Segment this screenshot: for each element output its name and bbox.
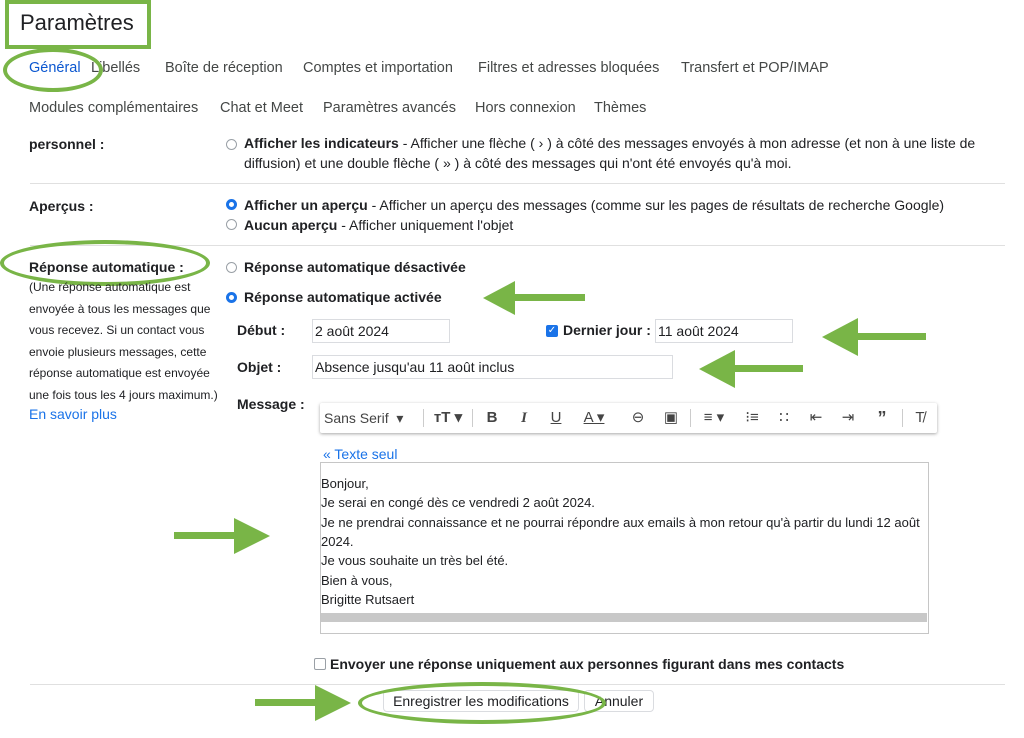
image-icon[interactable]: ▣ bbox=[663, 409, 679, 426]
italic-icon[interactable]: I bbox=[521, 410, 527, 426]
indicators-option-text: Afficher les indicateurs - Afficher une flèche ( › ) à côté des messages envoyés à mon adresse (et non à une liste de diffusion) et une double flèche ( » ) à côté des messages qui n'ont été envoyés qu'à moi. bbox=[244, 135, 976, 171]
tab-themes[interactable]: Thèmes bbox=[594, 100, 647, 116]
toolbar-divider bbox=[472, 409, 473, 427]
message-line: Bien à vous, bbox=[321, 573, 393, 588]
message-line: Bonjour, bbox=[321, 476, 369, 491]
preview-off-option: Aucun aperçu - Afficher uniquement l'objet bbox=[244, 217, 514, 233]
indent-more-icon[interactable]: ⇥ bbox=[841, 409, 855, 426]
auto-reply-on-label: Réponse automatique activée bbox=[244, 289, 442, 305]
tab-general[interactable]: Général bbox=[29, 60, 81, 76]
message-line: Je vous souhaite un très bel été. bbox=[321, 553, 509, 568]
indicators-label: personnel : bbox=[29, 136, 105, 152]
arrow-left-annotation bbox=[822, 318, 926, 356]
horizontal-scrollbar[interactable] bbox=[321, 613, 927, 622]
remove-formatting-icon[interactable]: T̸ bbox=[915, 409, 925, 426]
message-line: 2024. bbox=[321, 534, 354, 549]
font-family-select[interactable]: Sans Serif ▾ bbox=[324, 410, 404, 426]
auto-reply-off-label: Réponse automatique désactivée bbox=[244, 259, 466, 275]
tab-accounts-import[interactable]: Comptes et importation bbox=[303, 60, 453, 76]
last-day-checkbox[interactable]: ✓ bbox=[547, 325, 557, 336]
arrow-right-annotation bbox=[255, 685, 351, 721]
plain-text-link[interactable]: « Texte seul bbox=[323, 446, 398, 462]
previews-label: Aperçus : bbox=[29, 198, 94, 214]
preview-on-radio[interactable] bbox=[226, 199, 237, 210]
arrow-right-annotation bbox=[174, 518, 270, 554]
page-title: Paramètres bbox=[20, 10, 134, 35]
toolbar-divider bbox=[902, 409, 903, 427]
auto-reply-on-radio[interactable] bbox=[226, 292, 237, 303]
bold-icon[interactable]: B bbox=[486, 409, 498, 426]
divider bbox=[30, 183, 1005, 184]
subject-input[interactable]: Absence jusqu'au 11 août inclus bbox=[312, 355, 673, 379]
start-date-label: Début : bbox=[237, 322, 286, 338]
numbered-list-icon[interactable]: ⁝≡ bbox=[745, 409, 759, 426]
title-highlight-box bbox=[5, 0, 151, 49]
message-editor[interactable] bbox=[320, 462, 929, 634]
last-day-input[interactable]: 11 août 2024 bbox=[655, 319, 793, 343]
underline-icon[interactable]: U bbox=[550, 409, 562, 426]
tab-chat-meet[interactable]: Chat et Meet bbox=[220, 100, 304, 116]
quote-icon[interactable]: ” bbox=[877, 408, 887, 428]
preview-on-option: Afficher un aperçu - Afficher un aperçu des messages (comme sur les pages de résultats de recherche Google) bbox=[244, 197, 945, 213]
text-color-icon[interactable]: A ▾ bbox=[583, 409, 605, 426]
start-date-input[interactable]: 2 août 2024 bbox=[312, 319, 450, 343]
font-size-icon[interactable]: тT ▾ bbox=[433, 409, 463, 426]
preview-off-radio[interactable] bbox=[226, 219, 237, 230]
arrow-left-annotation bbox=[699, 350, 803, 388]
tab-inbox[interactable]: Boîte de réception bbox=[165, 60, 283, 76]
bulleted-list-icon[interactable]: ∷ bbox=[779, 409, 789, 426]
auto-reply-label: Réponse automatique : bbox=[29, 259, 184, 275]
formatting-toolbar bbox=[320, 403, 937, 433]
learn-more-link[interactable]: En savoir plus bbox=[29, 406, 117, 422]
message-label: Message : bbox=[237, 396, 305, 412]
auto-reply-help-text: (Une réponse automatique est envoyée à tous les messages que vous recevez. Si un contact vous envoie plusieurs messages, cette réponse automatique est envoyée une fois tous les 4 jours maximum.) bbox=[29, 280, 218, 402]
tab-forwarding-pop-imap[interactable]: Transfert et POP/IMAP bbox=[681, 60, 829, 76]
tab-labels[interactable]: Libellés bbox=[91, 60, 141, 76]
subject-label: Objet : bbox=[237, 359, 282, 375]
tab-advanced[interactable]: Paramètres avancés bbox=[323, 100, 456, 116]
auto-reply-off-radio[interactable] bbox=[226, 262, 237, 273]
toolbar-divider bbox=[423, 409, 424, 427]
tab-filters-blocked[interactable]: Filtres et adresses bloquées bbox=[478, 60, 660, 76]
toolbar-divider bbox=[690, 409, 691, 427]
tab-offline[interactable]: Hors connexion bbox=[475, 100, 576, 116]
contacts-only-checkbox[interactable] bbox=[314, 658, 326, 670]
last-day-label: Dernier jour : bbox=[563, 322, 651, 338]
arrow-left-annotation bbox=[483, 281, 587, 315]
link-icon[interactable]: ⊖ bbox=[631, 409, 645, 426]
save-changes-button[interactable]: Enregistrer les modifications bbox=[383, 690, 579, 712]
indent-less-icon[interactable]: ⇤ bbox=[809, 409, 823, 426]
save-button-highlight-ring bbox=[358, 682, 606, 724]
contacts-only-label: Envoyer une réponse uniquement aux personnes figurant dans mes contacts bbox=[330, 656, 845, 672]
cancel-button[interactable]: Annuler bbox=[584, 690, 654, 712]
indicators-radio[interactable] bbox=[226, 139, 237, 150]
align-icon[interactable]: ≡ ▾ bbox=[703, 409, 725, 426]
general-tab-highlight-ring bbox=[3, 48, 103, 92]
message-line: Je serai en congé dès ce vendredi 2 août 2024. bbox=[321, 495, 595, 510]
message-line: Je ne prendrai connaissance et ne pourrai répondre aux emails à mon retour qu'à partir du lundi 12 août bbox=[321, 515, 920, 530]
tab-addons[interactable]: Modules complémentaires bbox=[29, 100, 199, 116]
message-line: Brigitte Rutsaert bbox=[321, 592, 415, 607]
